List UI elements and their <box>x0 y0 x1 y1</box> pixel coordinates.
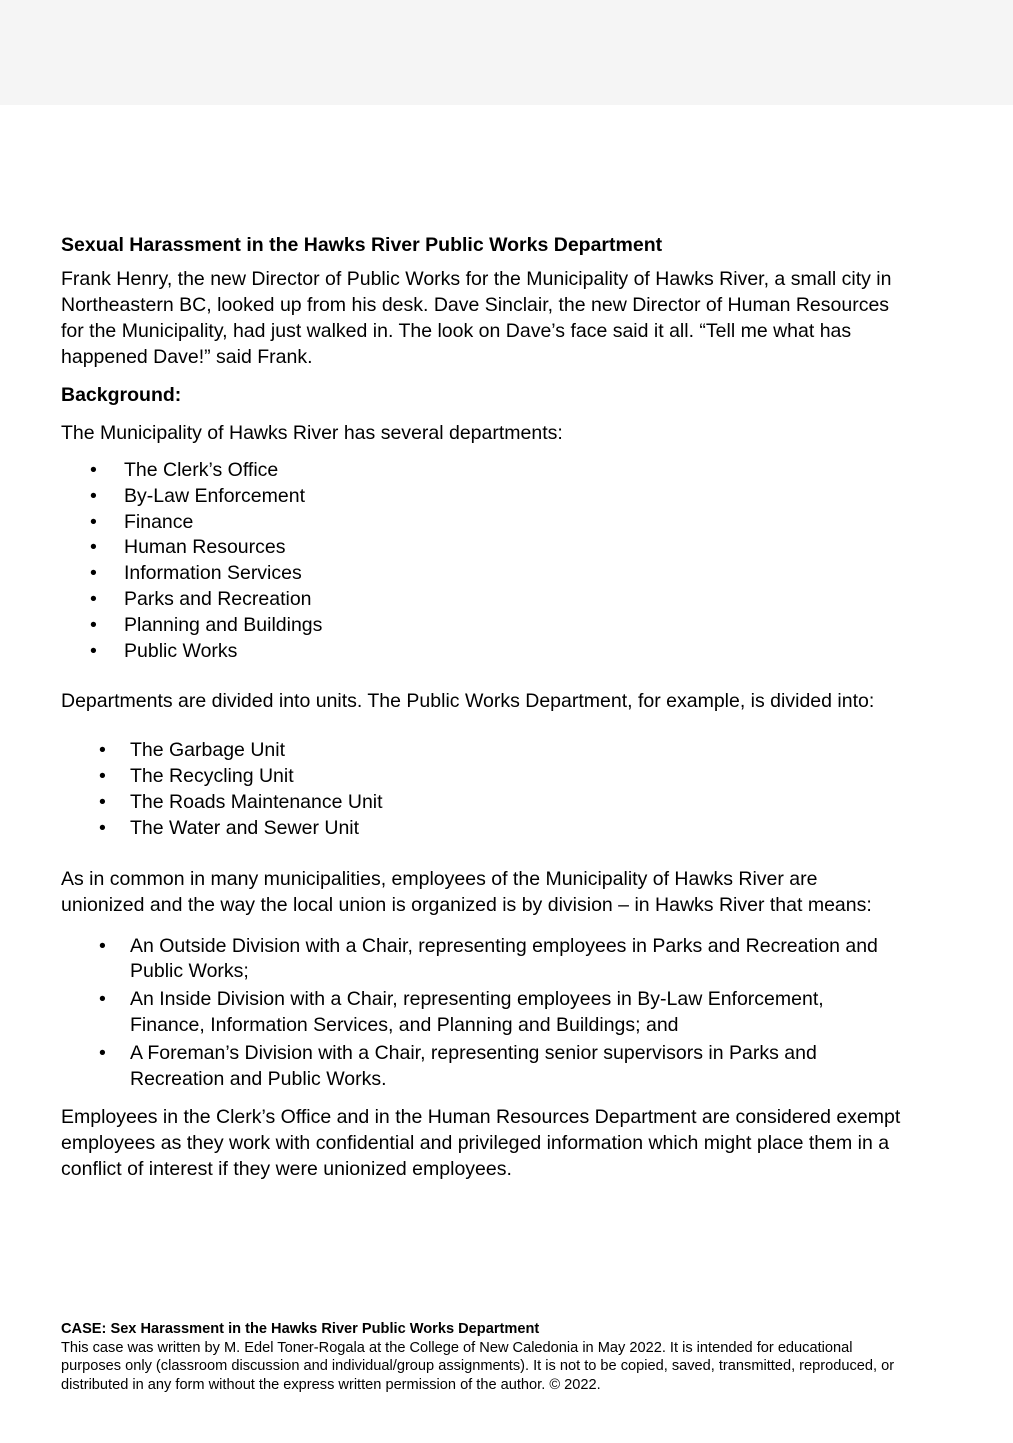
bullet-icon: • <box>90 484 97 507</box>
bullet-icon: • <box>99 765 106 788</box>
top-gray-band <box>0 0 1013 105</box>
list-item: • The Garbage Unit <box>61 738 901 764</box>
list-item: • The Recycling Unit <box>61 764 901 790</box>
list-item: • Information Services <box>61 561 901 587</box>
list-item: • The Clerk’s Office <box>61 458 901 484</box>
list-item: • The Roads Maintenance Unit <box>61 790 901 816</box>
departments-list <box>61 458 901 664</box>
bullet-icon: • <box>90 639 97 662</box>
list-item: • Human Resources <box>61 535 901 561</box>
list-item: • An Inside Division with a Chair, representing employees in By-Law Enforcement, Finance, Information Services, and Planning and Buildings; and <box>99 988 824 1036</box>
footer-text: This case was written by M. Edel Toner-Rogala at the College of New Caledonia in May 2022. It is intended for educational purposes only (classroom discussion and individual/group assignments). It is not to be copied, saved, transmitted, reproduced, or distributed in any form without the express written permission of the author. © 2022. <box>61 1339 895 1393</box>
list-item: • Finance <box>61 510 901 536</box>
bullet-icon: • <box>99 934 106 957</box>
units-intro: Departments are divided into units. The Public Works Department, for example, is divided into: <box>61 690 875 713</box>
divisions-list <box>61 934 901 1093</box>
departments-intro: The Municipality of Hawks River has several departments: <box>61 422 563 444</box>
bullet-icon: • <box>90 562 97 585</box>
document-title: Sexual Harassment in the Hawks River Public Works Department <box>61 234 663 256</box>
list-item: • Parks and Recreation <box>61 587 901 613</box>
bullet-icon: • <box>90 587 97 610</box>
bullet-icon: • <box>99 816 106 839</box>
exempt-paragraph: Employees in the Clerk’s Office and in the Human Resources Department are considered exempt employees as they work with confidential and privileged information which might place them in a conflict of interest if they were unionized employees. <box>61 1106 901 1181</box>
background-heading: Background: <box>61 384 182 406</box>
list-item: • Public Works <box>61 639 901 665</box>
bullet-icon: • <box>99 739 106 762</box>
bullet-icon: • <box>90 510 97 533</box>
units-list <box>61 738 901 841</box>
bullet-icon: • <box>90 613 97 636</box>
list-item: • Planning and Buildings <box>61 613 901 639</box>
list-item: • The Water and Sewer Unit <box>61 816 901 842</box>
bullet-icon: • <box>90 536 97 559</box>
list-item: • An Outside Division with a Chair, representing employees in Parks and Recreation and Public Works; <box>99 934 878 983</box>
bullet-icon: • <box>99 1041 106 1064</box>
bullet-icon: • <box>90 459 97 481</box>
union-intro: As in common in many municipalities, employees of the Municipality of Hawks River are unionized and the way the local union is organized is by division – in Hawks River that means: <box>61 867 872 916</box>
footer <box>61 1320 901 1394</box>
footer-title: CASE: Sex Harassment in the Hawks River Public Works Department <box>61 1321 540 1337</box>
intro-paragraph: Frank Henry, the new Director of Public Works for the Municipality of Hawks River, a small city in Northeastern BC, looked up from his desk. Dave Sinclair, the new Director of Human Resources for the Municipality, had just walked in. The look on Dave’s face said it all. “Tell me what has happened Dave!” said Frank. <box>61 268 892 368</box>
bullet-icon: • <box>99 988 106 1011</box>
document-body <box>61 232 901 1194</box>
list-item: • By-Law Enforcement <box>61 484 901 510</box>
bullet-icon: • <box>99 790 106 813</box>
list-item: • A Foreman’s Division with a Chair, representing senior supervisors in Parks and Recreation and Public Works. <box>99 1041 817 1090</box>
